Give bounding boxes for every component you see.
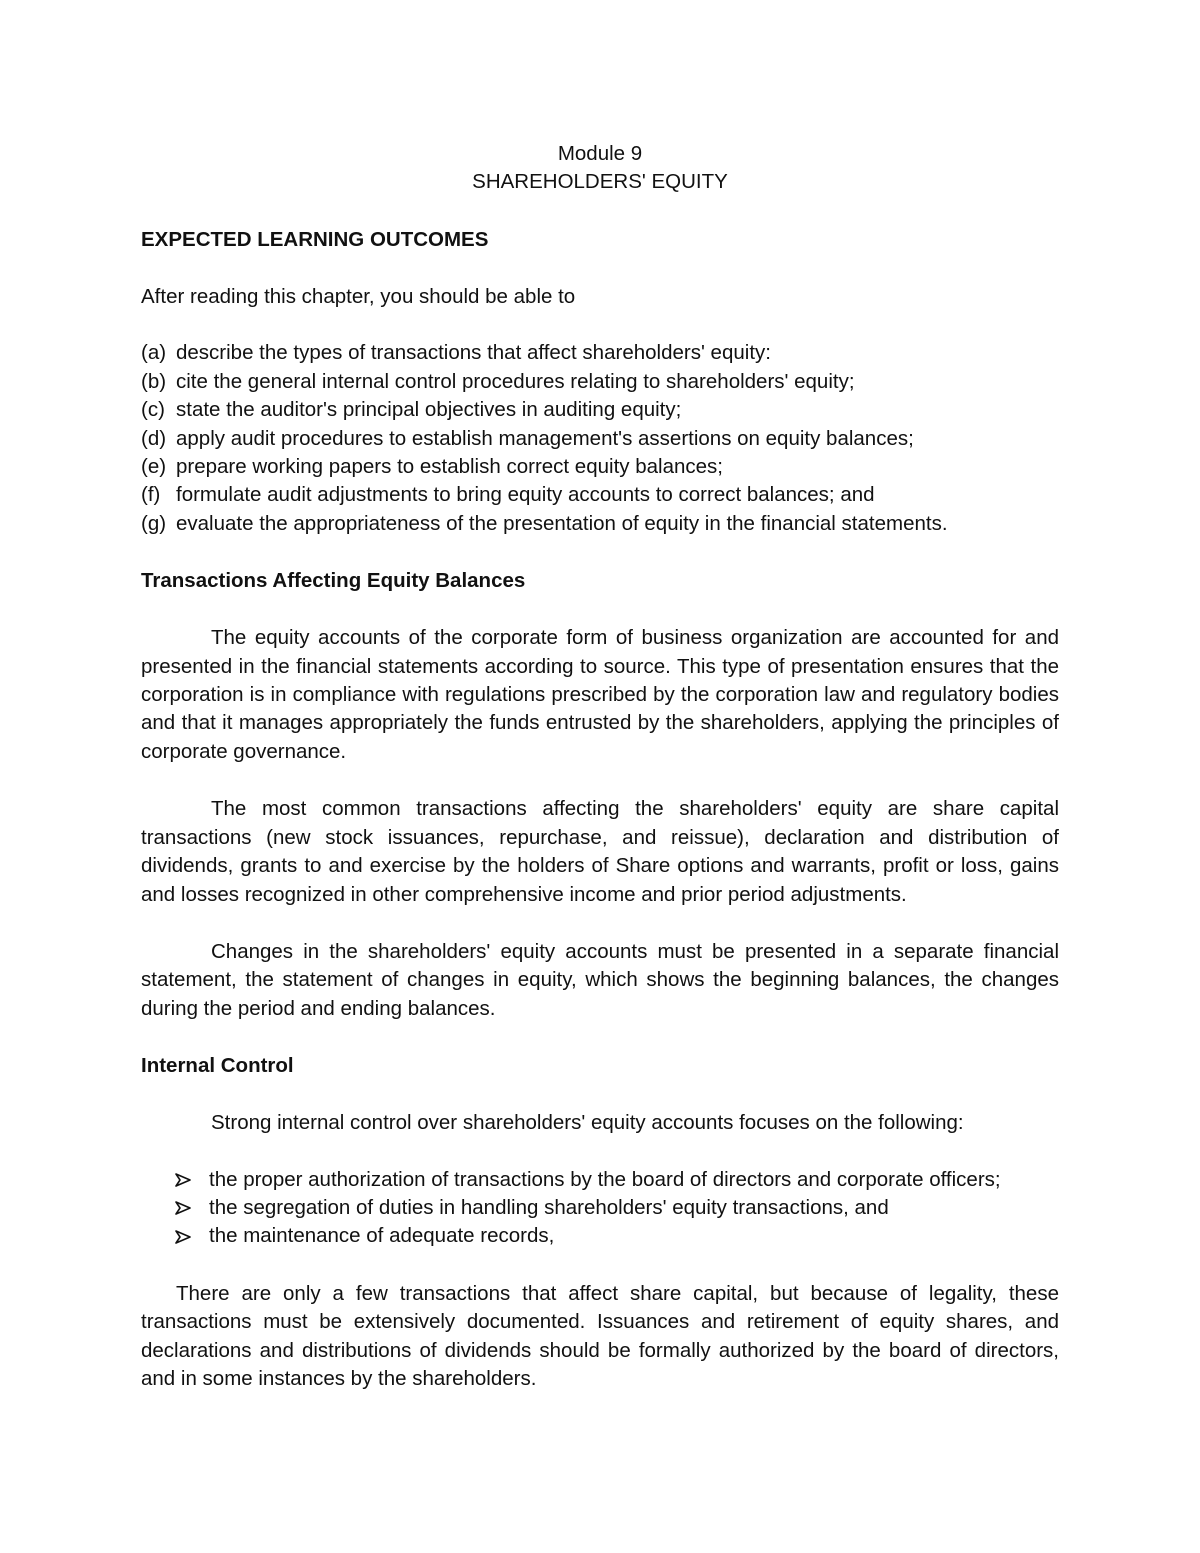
item-label: (g) (141, 511, 167, 535)
internal-control-heading: Internal Control (141, 1054, 294, 1078)
bullet-text: the proper authorization of transactions by the board of directors and corporate officers; (209, 1167, 1001, 1191)
internal-control-intro: Strong internal control over shareholders' equity accounts focuses on the following: (211, 1111, 964, 1135)
internal-control-closing: There are only a few transactions that affect share capital, but because of legality, these transactions must be extensively documented. Issuances and retirement of equity shares, and declarations and distributions of dividends should be formally authorized by the board of directors, and in some instances by the shareholders. (141, 1281, 1059, 1390)
list-item (141, 481, 1059, 509)
arrow-bullet-icon (141, 1222, 209, 1250)
transactions-paragraph-3: Changes in the shareholders' equity accounts must be presented in a separate financial statement, the statement of changes in equity, which shows the beginning balances, the changes during the period and ending balances. (141, 939, 1059, 1020)
document-page (141, 140, 1059, 1393)
list-item (141, 1194, 1059, 1222)
item-text: apply audit procedures to establish management's assertions on equity balances; (176, 426, 914, 450)
list-item (141, 368, 1059, 396)
list-item (141, 396, 1059, 424)
item-label: (d) (141, 426, 167, 450)
item-text: cite the general internal control procedures relating to shareholders' equity; (176, 369, 855, 393)
module-title: SHAREHOLDERS' EQUITY (472, 170, 728, 193)
item-text: formulate audit adjustments to bring equity accounts to correct balances; and (176, 483, 875, 507)
bullet-text: the maintenance of adequate records, (209, 1224, 555, 1248)
arrow-bullet-icon (141, 1194, 209, 1222)
item-text: describe the types of transactions that affect shareholders' equity: (176, 341, 771, 365)
bullet-text: the segregation of duties in handling shareholders' equity transactions, and (209, 1195, 889, 1219)
item-text: evaluate the appropriateness of the presentation of equity in the financial statements. (176, 511, 948, 535)
item-label: (e) (141, 455, 167, 479)
item-text: state the auditor's principal objectives in auditing equity; (176, 398, 682, 422)
list-item (141, 1222, 1059, 1250)
list-item (141, 425, 1059, 453)
list-item (141, 339, 1059, 367)
internal-control-bullets (141, 1166, 1059, 1251)
learning-outcomes-intro: After reading this chapter, you should be able to (141, 285, 576, 308)
arrow-bullet-icon (141, 1166, 209, 1194)
item-label: (f) (141, 483, 161, 507)
list-item (141, 1166, 1059, 1194)
list-item (141, 510, 1059, 538)
learning-outcomes-heading: EXPECTED LEARNING OUTCOMES (141, 228, 489, 251)
transactions-paragraph-1: The equity accounts of the corporate form of business organization are accounted for and presented in the financial statements according to source. This type of presentation ensures that the corporation is in compliance with regulations prescribed by the corporation law and regulatory bodies and that it manages appropriately the funds entrusted by the shareholders, applying the principles of corporate governance. (141, 626, 1059, 763)
item-label: (a) (141, 341, 167, 365)
item-text: prepare working papers to establish correct equity balances; (176, 455, 723, 479)
list-item (141, 453, 1059, 481)
item-label: (c) (141, 398, 165, 422)
transactions-paragraph-2: The most common transactions affecting the shareholders' equity are share capital transactions (new stock issuances, repurchase, and reissue), declaration and distribution of dividends, grants to and exercise by the holders of Share options and warrants, profit or loss, gains and losses recognized in other comprehensive income and prior period adjustments. (141, 797, 1059, 906)
learning-outcomes-list (141, 339, 1059, 538)
document-header (141, 140, 1059, 196)
module-number: Module 9 (557, 142, 643, 165)
transactions-heading: Transactions Affecting Equity Balances (141, 569, 526, 593)
item-label: (b) (141, 369, 167, 393)
